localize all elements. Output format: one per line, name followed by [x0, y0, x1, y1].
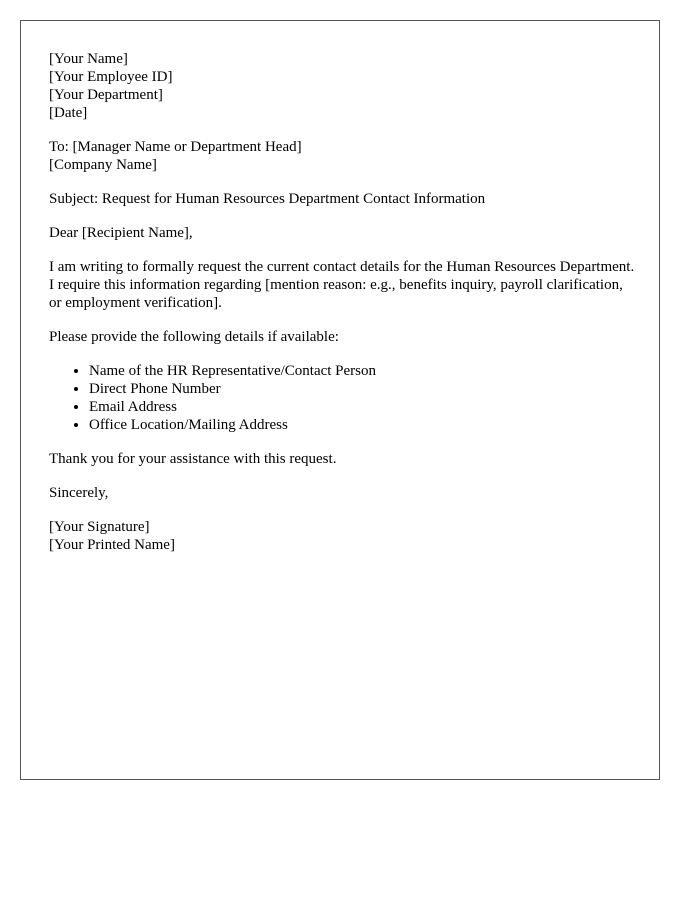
letter-date: [Date] — [49, 105, 88, 121]
subject-line: Subject: Request for Human Resources Department Contact Information — [49, 191, 486, 207]
sender-name: [Your Name] — [49, 51, 128, 67]
letter-content — [49, 50, 639, 570]
signature-line: [Your Signature] — [49, 519, 150, 535]
details-list — [49, 362, 639, 434]
list-item: • Email Address — [89, 398, 639, 416]
list-item: • Office Location/Mailing Address — [89, 416, 639, 434]
printed-name: [Your Printed Name] — [49, 537, 175, 553]
recipient-to-line: To: [Manager Name or Department Head] — [49, 139, 302, 155]
signature-block — [49, 518, 639, 554]
body-paragraph-details-intro: Please provide the following details if available: — [49, 329, 339, 345]
closing: Sincerely, — [49, 485, 109, 501]
letter-page — [20, 20, 660, 780]
thanks-paragraph: Thank you for your assistance with this request. — [49, 451, 337, 467]
body-paragraph-request: I am writing to formally request the current contact details for the Human Resources Department. I require this information regarding [mention reason: e.g., benefits inquiry, payroll clarification, or employment verification]. — [49, 259, 635, 311]
recipient-company: [Company Name] — [49, 157, 157, 173]
sender-department: [Your Department] — [49, 87, 163, 103]
sender-block — [49, 50, 639, 122]
salutation: Dear [Recipient Name], — [49, 225, 193, 241]
list-item: • Direct Phone Number — [89, 380, 639, 398]
recipient-block — [49, 138, 639, 174]
list-item: • Name of the HR Representative/Contact Person — [89, 362, 639, 380]
sender-employee-id: [Your Employee ID] — [49, 69, 173, 85]
